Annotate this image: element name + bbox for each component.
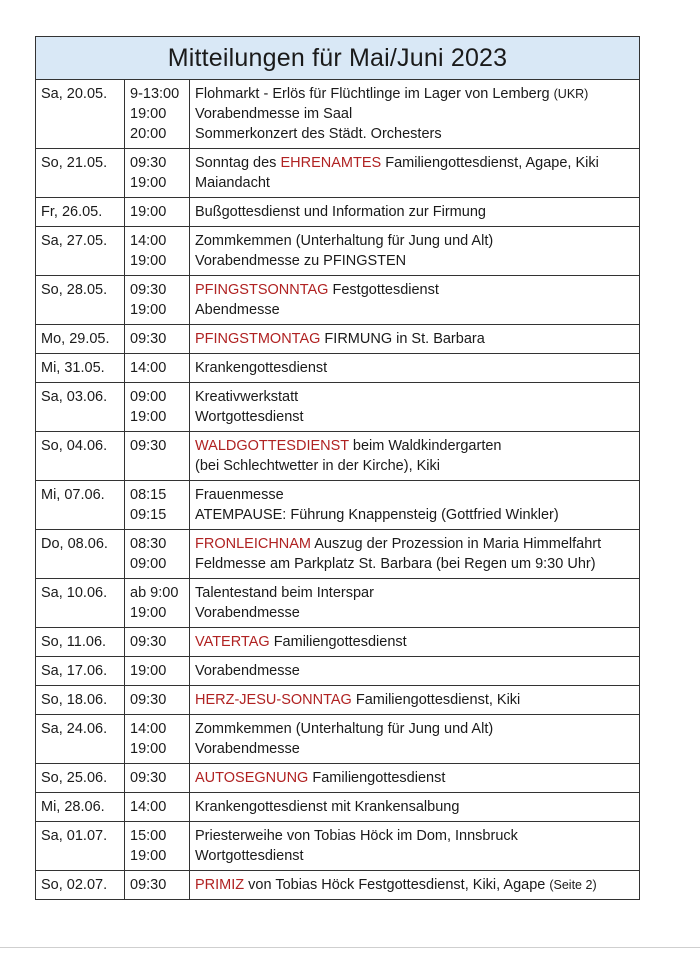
note-text: (UKR) bbox=[553, 87, 589, 101]
table-row bbox=[36, 530, 640, 579]
text-segment: Vorabendmesse zu PFINGSTEN bbox=[195, 253, 407, 269]
description-line bbox=[195, 505, 639, 525]
event-times bbox=[125, 657, 190, 686]
event-time: 09:30 bbox=[130, 438, 167, 454]
description-line bbox=[195, 534, 639, 554]
event-time: 19:00 bbox=[130, 605, 167, 621]
event-date: Do, 08.06. bbox=[36, 530, 125, 579]
description-line bbox=[195, 387, 639, 407]
event-date: Mi, 31.05. bbox=[36, 354, 125, 383]
event-time: 08:15 bbox=[130, 487, 167, 503]
description-line bbox=[195, 690, 639, 710]
event-date: So, 21.05. bbox=[36, 149, 125, 198]
event-time: 09:30 bbox=[130, 282, 167, 298]
table-row bbox=[36, 764, 640, 793]
highlight-text: VATERTAG bbox=[195, 634, 270, 650]
event-description bbox=[190, 871, 640, 900]
event-time: 14:00 bbox=[130, 721, 167, 737]
event-time: ab 9:00 bbox=[130, 585, 179, 601]
table-row bbox=[36, 657, 640, 686]
event-time: 15:00 bbox=[130, 828, 167, 844]
highlight-text: PRIMIZ bbox=[195, 877, 245, 893]
event-description bbox=[190, 628, 640, 657]
event-times bbox=[125, 686, 190, 715]
table-row bbox=[36, 227, 640, 276]
event-date: So, 02.07. bbox=[36, 871, 125, 900]
event-times bbox=[125, 481, 190, 530]
text-segment: Auszug der Prozession in Maria Himmelfahrt bbox=[311, 536, 602, 552]
event-times bbox=[125, 383, 190, 432]
description-line bbox=[195, 358, 639, 378]
event-date: Sa, 03.06. bbox=[36, 383, 125, 432]
event-times bbox=[125, 715, 190, 764]
description-line bbox=[195, 436, 639, 456]
event-date: Sa, 24.06. bbox=[36, 715, 125, 764]
description-line bbox=[195, 280, 639, 300]
description-line bbox=[195, 300, 639, 320]
text-segment: Familiengottesdienst bbox=[269, 634, 407, 650]
event-times bbox=[125, 764, 190, 793]
event-description bbox=[190, 80, 640, 149]
text-segment: Krankengottesdienst mit Krankensalbung bbox=[195, 799, 460, 815]
text-segment: Familiengottesdienst, Agape, Kiki bbox=[381, 155, 599, 171]
event-description bbox=[190, 579, 640, 628]
description-line bbox=[195, 485, 639, 505]
event-time: 14:00 bbox=[130, 233, 167, 249]
description-line bbox=[195, 124, 639, 144]
event-description bbox=[190, 657, 640, 686]
highlight-text: AUTOSEGNUNG bbox=[195, 770, 309, 786]
text-segment: Sommerkonzert des Städt. Orchesters bbox=[195, 126, 442, 142]
event-date: So, 04.06. bbox=[36, 432, 125, 481]
description-line bbox=[195, 603, 639, 623]
description-line bbox=[195, 456, 639, 476]
event-time: 14:00 bbox=[130, 360, 167, 376]
event-time: 20:00 bbox=[130, 126, 167, 142]
schedule-body bbox=[36, 80, 640, 900]
description-line bbox=[195, 875, 639, 895]
highlight-text: FRONLEICHNAM bbox=[195, 536, 312, 552]
description-line bbox=[195, 104, 639, 124]
event-time: 09:30 bbox=[130, 331, 167, 347]
title-row bbox=[36, 37, 640, 80]
table-row bbox=[36, 793, 640, 822]
text-segment: Feldmesse am Parkplatz St. Barbara (bei Regen um 9:30 Uhr) bbox=[195, 556, 596, 572]
text-segment: Vorabendmesse bbox=[195, 741, 300, 757]
text-segment: Vorabendmesse im Saal bbox=[195, 106, 353, 122]
text-segment: (bei Schlechtwetter in der Kirche), Kiki bbox=[195, 458, 440, 474]
table-row bbox=[36, 383, 640, 432]
table-row bbox=[36, 80, 640, 149]
text-segment: ATEMPAUSE: Führung Knappensteig (Gottfried Winkler) bbox=[195, 507, 559, 523]
event-time: 9-13:00 bbox=[130, 86, 180, 102]
description-line bbox=[195, 173, 639, 193]
event-date: Mo, 29.05. bbox=[36, 325, 125, 354]
text-segment: Zommkemmen (Unterhaltung für Jung und Alt) bbox=[195, 721, 494, 737]
description-line bbox=[195, 251, 639, 271]
event-description bbox=[190, 354, 640, 383]
text-segment: beim Waldkindergarten bbox=[348, 438, 502, 454]
note-text: (Seite 2) bbox=[549, 878, 597, 892]
table-row bbox=[36, 149, 640, 198]
event-times bbox=[125, 793, 190, 822]
event-times bbox=[125, 628, 190, 657]
event-description bbox=[190, 227, 640, 276]
event-time: 19:00 bbox=[130, 175, 167, 191]
event-times bbox=[125, 325, 190, 354]
event-times bbox=[125, 198, 190, 227]
event-description bbox=[190, 715, 640, 764]
text-segment: Flohmarkt - Erlös für Flüchtlinge im Lager von Lemberg bbox=[195, 86, 554, 102]
event-time: 19:00 bbox=[130, 204, 167, 220]
event-date: Sa, 01.07. bbox=[36, 822, 125, 871]
schedule-table bbox=[35, 36, 640, 900]
event-description bbox=[190, 530, 640, 579]
text-segment: von Tobias Höck Festgottesdienst, Kiki, Agape bbox=[244, 877, 550, 893]
event-description bbox=[190, 686, 640, 715]
highlight-text: PFINGSTMONTAG bbox=[195, 331, 321, 347]
highlight-text: EHRENAMTES bbox=[280, 155, 382, 171]
event-date: So, 11.06. bbox=[36, 628, 125, 657]
event-times bbox=[125, 579, 190, 628]
event-times bbox=[125, 276, 190, 325]
event-time: 19:00 bbox=[130, 741, 167, 757]
event-date: Sa, 10.06. bbox=[36, 579, 125, 628]
event-time: 19:00 bbox=[130, 106, 167, 122]
page-divider bbox=[0, 947, 700, 948]
event-date: So, 18.06. bbox=[36, 686, 125, 715]
table-row bbox=[36, 198, 640, 227]
event-time: 09:15 bbox=[130, 507, 167, 523]
event-description bbox=[190, 149, 640, 198]
event-time: 19:00 bbox=[130, 302, 167, 318]
description-line bbox=[195, 739, 639, 759]
highlight-text: HERZ-JESU-SONNTAG bbox=[195, 692, 352, 708]
event-time: 09:00 bbox=[130, 389, 167, 405]
text-segment: Familiengottesdienst, Kiki bbox=[351, 692, 521, 708]
event-time: 08:30 bbox=[130, 536, 167, 552]
text-segment: FIRMUNG in St. Barbara bbox=[320, 331, 485, 347]
event-times bbox=[125, 530, 190, 579]
event-times bbox=[125, 80, 190, 149]
event-time: 09:30 bbox=[130, 155, 167, 171]
text-segment: Abendmesse bbox=[195, 302, 280, 318]
table-row bbox=[36, 579, 640, 628]
description-line bbox=[195, 797, 639, 817]
event-date: Fr, 26.05. bbox=[36, 198, 125, 227]
event-times bbox=[125, 822, 190, 871]
event-date: Mi, 07.06. bbox=[36, 481, 125, 530]
highlight-text: WALDGOTTESDIENST bbox=[195, 438, 349, 454]
text-segment: Festgottesdienst bbox=[328, 282, 439, 298]
event-date: So, 28.05. bbox=[36, 276, 125, 325]
description-line bbox=[195, 407, 639, 427]
table-row bbox=[36, 715, 640, 764]
text-segment: Wortgottesdienst bbox=[195, 409, 304, 425]
event-times bbox=[125, 432, 190, 481]
text-segment: Priesterweihe von Tobias Höck im Dom, Innsbruck bbox=[195, 828, 518, 844]
description-line bbox=[195, 632, 639, 652]
page-title: Mitteilungen für Mai/Juni 2023 bbox=[36, 37, 640, 80]
event-description bbox=[190, 822, 640, 871]
event-date: Sa, 27.05. bbox=[36, 227, 125, 276]
table-row bbox=[36, 628, 640, 657]
event-date: So, 25.06. bbox=[36, 764, 125, 793]
text-segment: Frauenmesse bbox=[195, 487, 284, 503]
table-row bbox=[36, 325, 640, 354]
text-segment: Zommkemmen (Unterhaltung für Jung und Alt) bbox=[195, 233, 494, 249]
event-date: Sa, 17.06. bbox=[36, 657, 125, 686]
description-line bbox=[195, 153, 639, 173]
event-times bbox=[125, 354, 190, 383]
text-segment: Sonntag des bbox=[195, 155, 281, 171]
table-row bbox=[36, 276, 640, 325]
text-segment: Maiandacht bbox=[195, 175, 270, 191]
event-description bbox=[190, 481, 640, 530]
table-row bbox=[36, 686, 640, 715]
description-line bbox=[195, 768, 639, 788]
event-description bbox=[190, 276, 640, 325]
description-line bbox=[195, 826, 639, 846]
description-line bbox=[195, 202, 639, 222]
event-description bbox=[190, 325, 640, 354]
event-description bbox=[190, 198, 640, 227]
text-segment: Krankengottesdienst bbox=[195, 360, 328, 376]
event-times bbox=[125, 149, 190, 198]
event-date: Mi, 28.06. bbox=[36, 793, 125, 822]
table-row bbox=[36, 354, 640, 383]
description-line bbox=[195, 846, 639, 866]
event-time: 19:00 bbox=[130, 848, 167, 864]
description-line bbox=[195, 583, 639, 603]
event-description bbox=[190, 764, 640, 793]
text-segment: Wortgottesdienst bbox=[195, 848, 304, 864]
description-line bbox=[195, 84, 639, 104]
event-time: 19:00 bbox=[130, 663, 167, 679]
event-time: 09:30 bbox=[130, 692, 167, 708]
event-time: 09:30 bbox=[130, 770, 167, 786]
announcement-sheet bbox=[35, 36, 640, 900]
description-line bbox=[195, 329, 639, 349]
description-line bbox=[195, 554, 639, 574]
text-segment: Familiengottesdienst bbox=[308, 770, 446, 786]
event-times bbox=[125, 227, 190, 276]
event-time: 09:30 bbox=[130, 877, 167, 893]
event-description bbox=[190, 432, 640, 481]
event-date: Sa, 20.05. bbox=[36, 80, 125, 149]
description-line bbox=[195, 231, 639, 251]
description-line bbox=[195, 661, 639, 681]
text-segment: Vorabendmesse bbox=[195, 663, 300, 679]
text-segment: Kreativwerkstatt bbox=[195, 389, 299, 405]
table-row bbox=[36, 481, 640, 530]
table-row bbox=[36, 822, 640, 871]
event-times bbox=[125, 871, 190, 900]
event-time: 19:00 bbox=[130, 253, 167, 269]
text-segment: Vorabendmesse bbox=[195, 605, 300, 621]
text-segment: Talentestand beim Interspar bbox=[195, 585, 374, 601]
event-time: 09:30 bbox=[130, 634, 167, 650]
table-row bbox=[36, 871, 640, 900]
description-line bbox=[195, 719, 639, 739]
table-row bbox=[36, 432, 640, 481]
event-description bbox=[190, 383, 640, 432]
event-time: 19:00 bbox=[130, 409, 167, 425]
event-time: 14:00 bbox=[130, 799, 167, 815]
event-time: 09:00 bbox=[130, 556, 167, 572]
text-segment: Bußgottesdienst und Information zur Firmung bbox=[195, 204, 486, 220]
event-description bbox=[190, 793, 640, 822]
highlight-text: PFINGSTSONNTAG bbox=[195, 282, 329, 298]
